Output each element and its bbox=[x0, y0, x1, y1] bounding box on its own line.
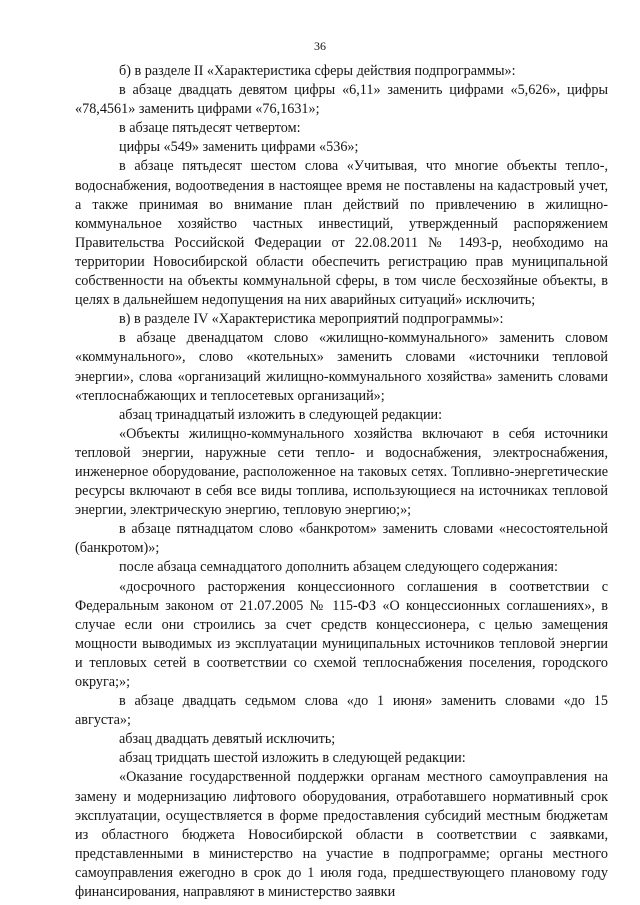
document-body bbox=[75, 62, 608, 902]
paragraph: после абзаца семнадцатого дополнить абзацем следующего содержания: bbox=[119, 559, 558, 576]
paragraph: в абзаце двадцать седьмом слова «до 1 июня» заменить словами «до 15 августа»; bbox=[75, 693, 608, 729]
paragraph: в) в разделе IV «Характеристика мероприятий подпрограммы»: bbox=[119, 311, 504, 328]
paragraph: абзац двадцать девятый исключить; bbox=[119, 731, 336, 748]
paragraph: в абзаце пятьдесят четвертом: bbox=[119, 120, 301, 137]
paragraph: абзац тринадцатый изложить в следующей редакции: bbox=[119, 406, 443, 423]
page-number: 36 bbox=[314, 39, 326, 53]
paragraph: в абзаце пятнадцатом слово «банкротом» заменить словами «несостоятельной (банкротом)»; bbox=[75, 521, 608, 557]
paragraph: «Объекты жилищно-коммунального хозяйства включают в себя источники тепловой энергии, наружные сети тепло- и водоснабжения, электроснабжения, инженерное оборудование, расположенное на таковых сетях. Топливно-энергетические ресурсы включают в себя все виды топлива, использующиеся на источниках тепловой энергии, электрическую энергию, тепловую энергию;»; bbox=[75, 425, 608, 519]
paragraph: цифры «549» заменить цифрами «536»; bbox=[119, 139, 359, 156]
paragraph: б) в разделе II «Характеристика сферы действия подпрограммы»: bbox=[119, 63, 516, 79]
paragraph: в абзаце двенадцатом слово «жилищно-коммунального» заменить словом «коммунального», слово «котельных» заменить словами «источники тепловой энергии», слова «организаций жилищно-коммунального хозяйства» заменить словами «теплоснабжающих и теплосетевых организаций»; bbox=[75, 330, 608, 404]
paragraph: в абзаце двадцать девятом цифры «6,11» заменить цифрами «5,626», цифры «78,4561» заменить цифрами «76,1631»; bbox=[75, 82, 608, 118]
paragraph: абзац тридцать шестой изложить в следующей редакции: bbox=[119, 750, 466, 767]
paragraph: в абзаце пятьдесят шестом слова «Учитывая, что многие объекты тепло-, водоснабжения, водоотведения в настоящее время не поставлены на кадастровый учет, а также принимая во внимание план действий по привлечению в жилищно-коммунальное хозяйство частных инвестиций, утвержденный распоряжением Правительства Российской Федерации от 22.08.2011 № 1493-р, необходимо на территории Новосибирской области обеспечить регистрацию прав муниципальной собственности на объекты коммунальной сферы, в том числе бесхозяйные объекты, в целях в дальнейшем недопущения на них аварийных ситуаций» исключить; bbox=[75, 158, 608, 309]
paragraph: «досрочного расторжения концессионного соглашения в соответствии с Федеральным законом от 21.07.2005 № 115-ФЗ «О концессионных соглашениях», в случае если они строились за счет средств концессионера, с целью замещения мощности выводимых из эксплуатации муниципальных источников тепловой энергии и тепловых сетей в соответствии со схемой теплоснабжения поселения, городского округа;»; bbox=[75, 578, 608, 690]
paragraph: «Оказание государственной поддержки органам местного самоуправления на замену и модернизацию лифтового оборудования, отработавшего нормативный срок эксплуатации, осуществляется в форме предоставления субсидий местным бюджетам из областного бюджета Новосибирской области в соответствии с заявками, представленными в министерство на участие в подпрограмме; органы местного самоуправления ежегодно в срок до 1 июля года, предшествующего плановому году финансирования, направляют в министерство заявки bbox=[75, 769, 608, 901]
